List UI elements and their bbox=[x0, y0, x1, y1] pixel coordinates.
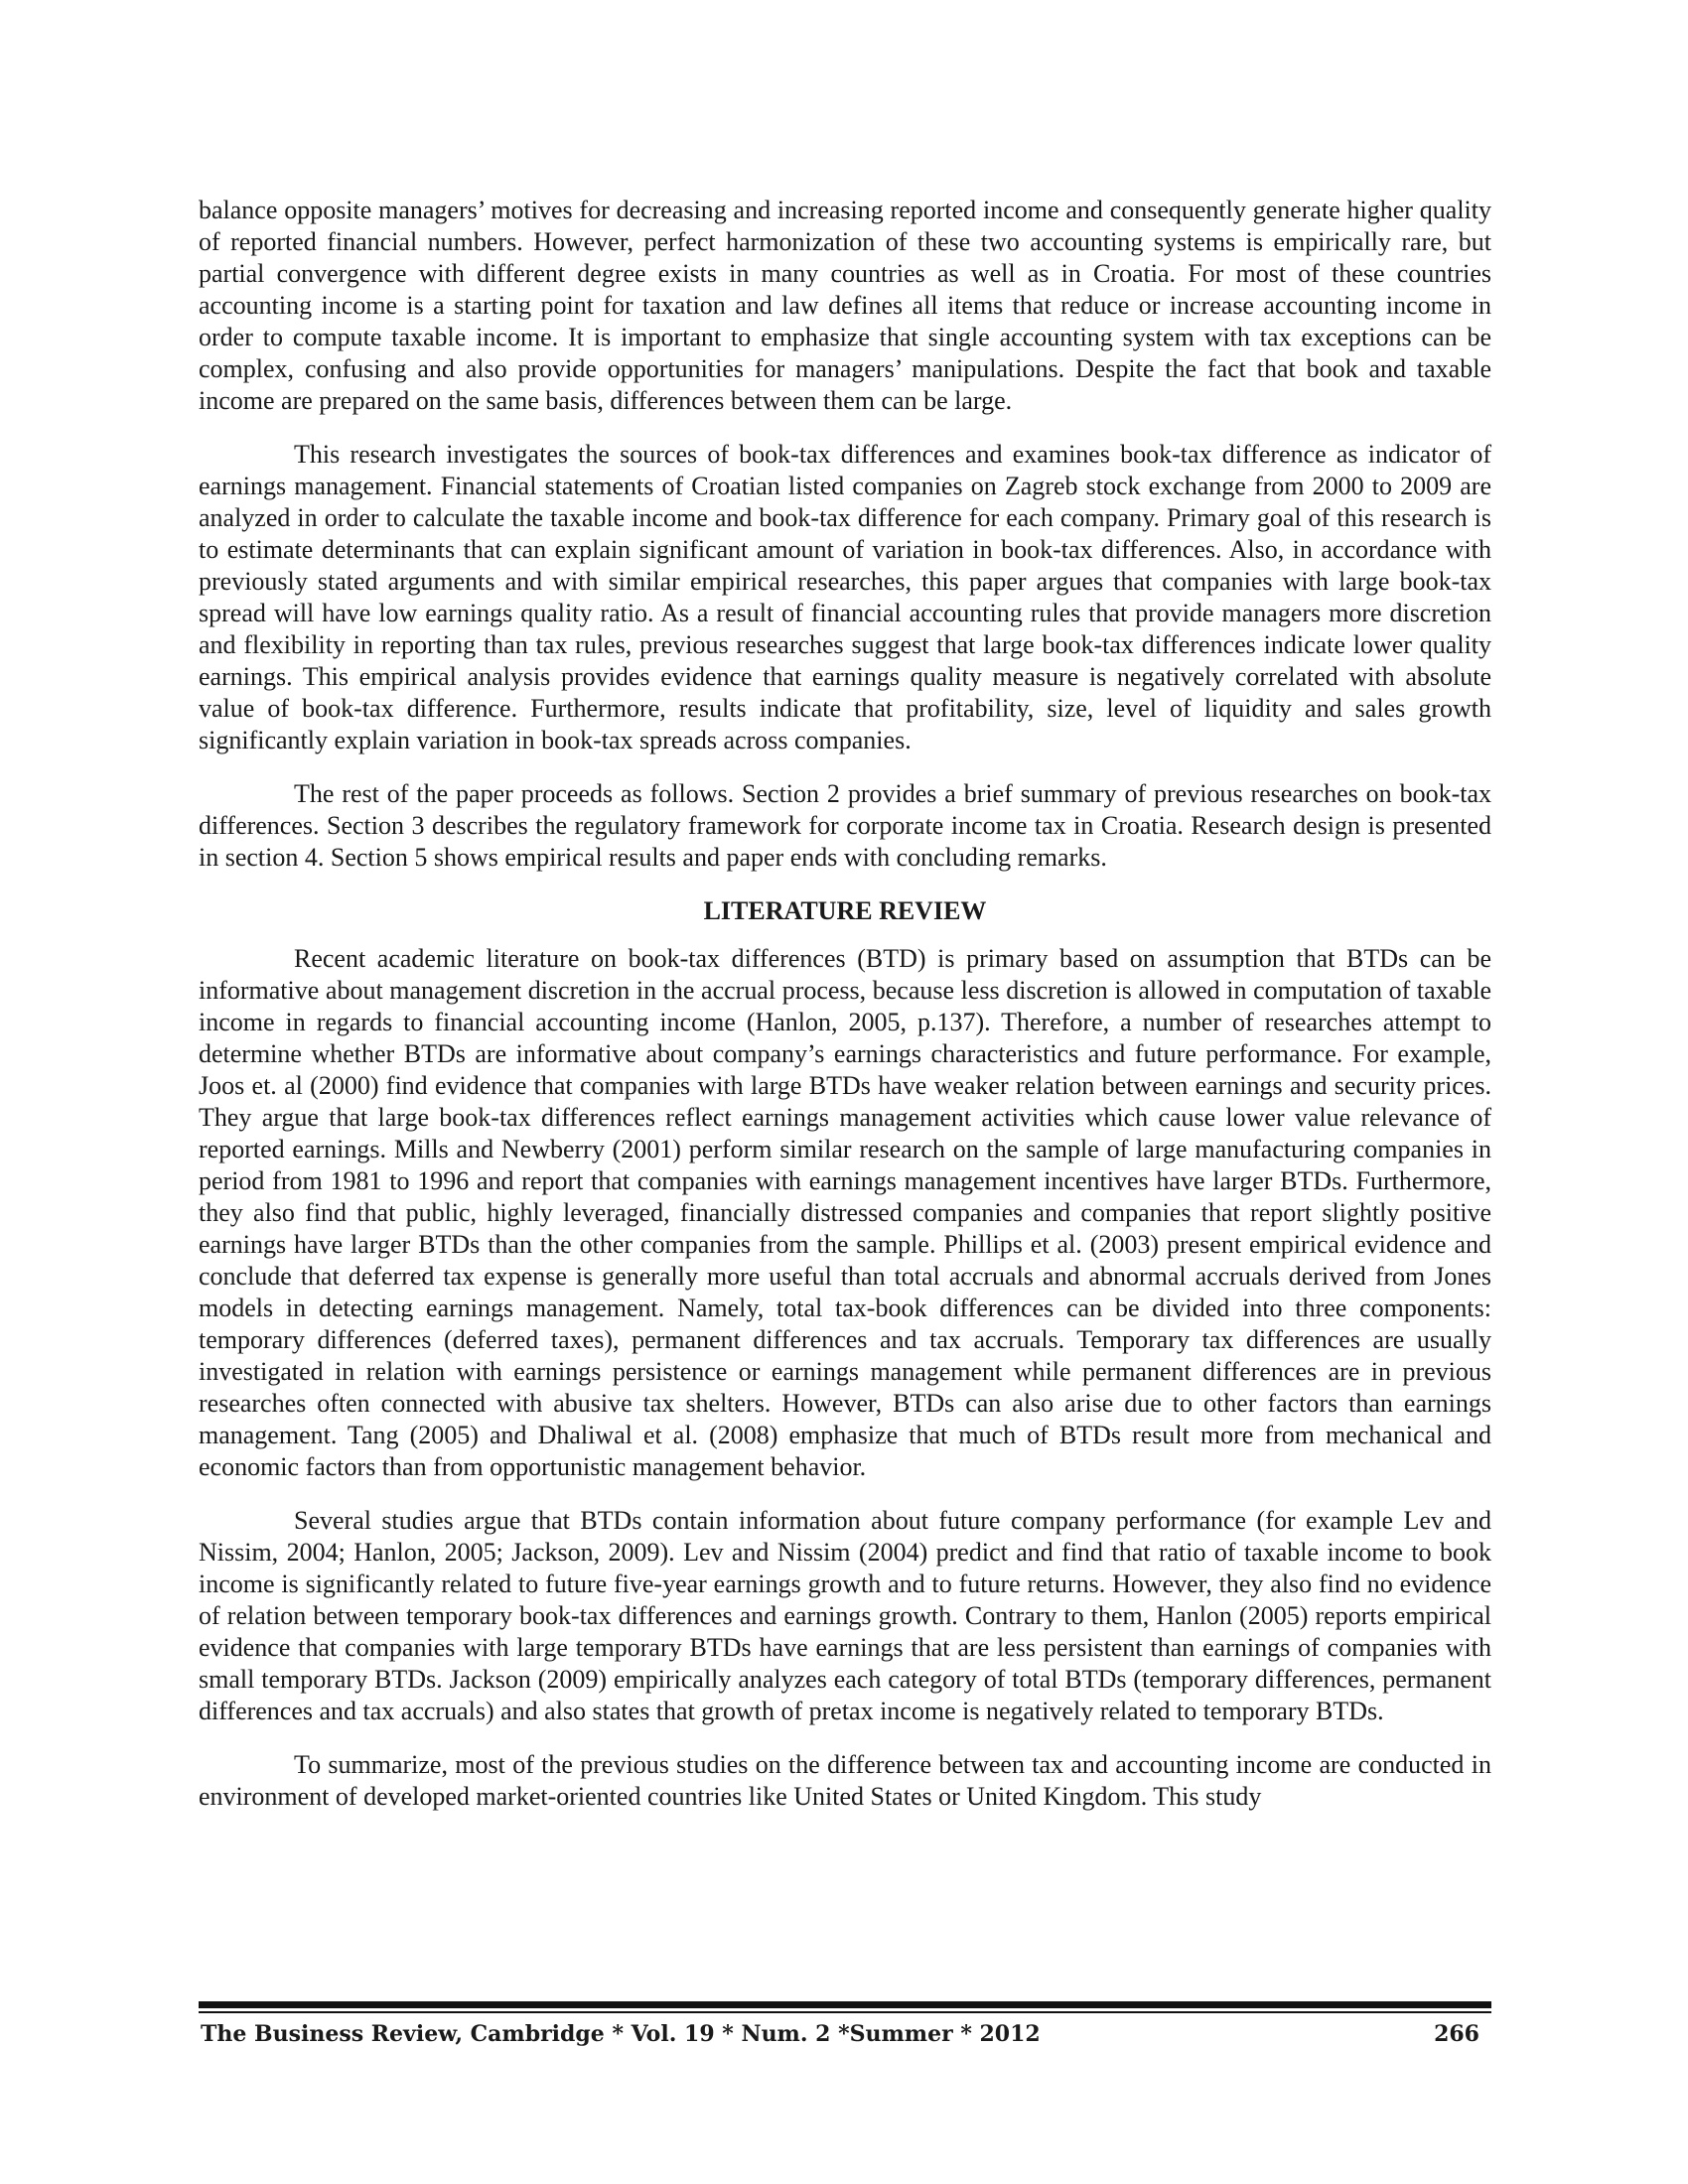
section-heading: LITERATURE REVIEW bbox=[703, 896, 987, 925]
page-number: 266 bbox=[1434, 2021, 1479, 2047]
body-paragraph: This research investigates the sources of book-tax differences and examines book-tax difference as indicator of earnings management. Financial statements of Croatian listed companies on Zagreb stock exchange from 2000 to 2009 are analyzed in order to calculate the taxable income and book-tax difference for each company. Primary goal of this research is to estimate determinants that can explain significant amount of variation in book-tax differences. Also, in accordance with previously stated arguments and with similar empirical researches, this paper argues that companies with large book-tax spread will have low earnings quality ratio. As a result of financial accounting rules that provide managers more discretion and flexibility in reporting than tax rules, previous researches suggest that large book-tax differences indicate lower quality earnings. This empirical analysis provides evidence that earnings quality measure is negatively correlated with absolute value of book-tax difference. Furthermore, results indicate that profitability, size, level of liquidity and sales growth significantly explain variation in book-tax spreads across companies. bbox=[199, 440, 1491, 754]
journal-citation: The Business Review, Cambridge * Vol. 19 * Num. 2 *Summer * 2012 bbox=[201, 2021, 1041, 2047]
body-paragraph: The rest of the paper proceeds as follows. Section 2 provides a brief summary of previous researches on book-tax differences. Section 3 describes the regulatory framework for corporate income tax in Croatia. Research design is presented in section 4. Section 5 shows empirical results and paper ends with concluding remarks. bbox=[199, 779, 1491, 872]
body-paragraph: Several studies argue that BTDs contain information about future company performance (for example Lev and Nissim, 2004; Hanlon, 2005; Jackson, 2009). Lev and Nissim (2004) predict and find that ratio of taxable income to book income is significantly related to future five-year earnings growth and to future returns. However, they also find no evidence of relation between temporary book-tax differences and earnings growth. Contrary to them, Hanlon (2005) reports empirical evidence that companies with large temporary BTDs have earnings that are less persistent than earnings of companies with small temporary BTDs. Jackson (2009) empirically analyzes each category of total BTDs (temporary differences, permanent differences and tax accruals) and also states that growth of pretax income is negatively related to temporary BTDs. bbox=[199, 1506, 1491, 1725]
page-body bbox=[199, 195, 1491, 1835]
footer-rule-thin bbox=[199, 2011, 1491, 2013]
footer-row bbox=[199, 2021, 1491, 2047]
page-footer bbox=[199, 2001, 1491, 2047]
body-paragraph: balance opposite managers’ motives for decreasing and increasing reported income and consequently generate higher quality of reported financial numbers. However, perfect harmonization of these two accounting systems is empirically rare, but partial convergence with different degree exists in many countries as well as in Croatia. For most of these countries accounting income is a starting point for taxation and law defines all items that reduce or increase accounting income in order to compute taxable income. It is important to emphasize that single accounting system with tax exceptions can be complex, confusing and also provide opportunities for managers’ manipulations. Despite the fact that book and taxable income are prepared on the same basis, differences between them can be large. bbox=[199, 196, 1491, 415]
body-paragraph: Recent academic literature on book-tax differences (BTD) is primary based on assumption that BTDs can be informative about management discretion in the accrual process, because less discretion is allowed in computation of taxable income in regards to financial accounting income (Hanlon, 2005, p.137). Therefore, a number of researches attempt to determine whether BTDs are informative about company’s earnings characteristics and future performance. For example, Joos et. al (2000) find evidence that companies with large BTDs have weaker relation between earnings and security prices. They argue that large book-tax differences reflect earnings management activities which cause lower value relevance of reported earnings. Mills and Newberry (2001) perform similar research on the sample of large manufacturing companies in period from 1981 to 1996 and report that companies with earnings management incentives have larger BTDs. Furthermore, they also find that public, highly leveraged, financially distressed companies and companies that report slightly positive earnings have larger BTDs than the other companies from the sample. Phillips et al. (2003) present empirical evidence and conclude that deferred tax expense is generally more useful than total accruals and abnormal accruals derived from Jones models in detecting earnings management. Namely, total tax-book differences can be divided into three components: temporary differences (deferred taxes), permanent differences and tax accruals. Temporary tax differences are usually investigated in relation with earnings persistence or earnings management while permanent differences are in previous researches often connected with abusive tax shelters. However, BTDs can also arise due to other factors than earnings management. Tang (2005) and Dhaliwal et al. (2008) emphasize that much of BTDs result more from mechanical and economic factors than from opportunistic management behavior. bbox=[199, 944, 1491, 1481]
footer-rule-thick bbox=[199, 2001, 1491, 2008]
body-paragraph: To summarize, most of the previous studies on the difference between tax and accounting income are conducted in environment of developed market-oriented countries like United States or United Kingdom. This study bbox=[199, 1750, 1491, 1811]
